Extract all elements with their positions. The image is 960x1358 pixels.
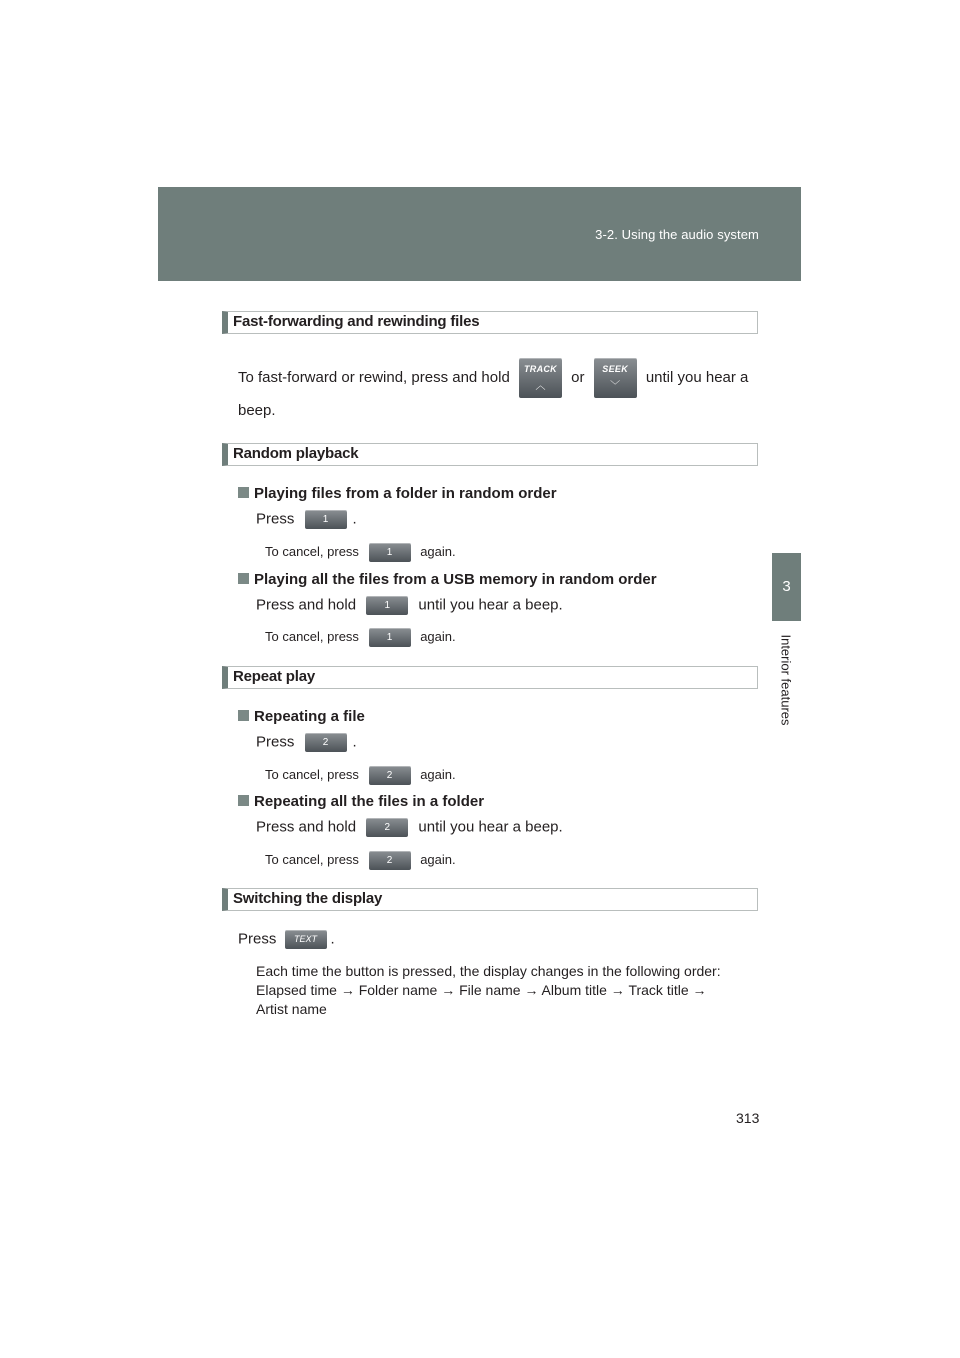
text-segment: To cancel, press <box>265 628 359 644</box>
text-button: TEXT <box>285 930 327 949</box>
text-segment: To fast-forward or rewind, press and hold <box>238 368 510 386</box>
text-segment: again. <box>420 543 456 559</box>
text-segment: Press <box>238 930 277 948</box>
heading-text: Repeat play <box>233 668 315 685</box>
repeat-file-cancel <box>265 766 456 785</box>
heading-text: Fast-forwarding and rewinding files <box>233 313 480 330</box>
note-line: Elapsed time → Folder name → File name → Album title → Track title → <box>256 982 707 998</box>
square-bullet-icon <box>238 710 249 721</box>
track-up-button <box>519 358 562 398</box>
square-bullet-icon <box>238 487 249 498</box>
heading-text: Random playback <box>233 445 359 462</box>
subheading-repeat-file <box>238 708 365 725</box>
display-press <box>238 930 335 949</box>
display-order-note <box>256 962 721 1019</box>
heading-switching-display <box>222 888 758 911</box>
heading-fast-forward <box>222 311 758 334</box>
subheading-random-usb <box>238 571 657 588</box>
random-folder-press <box>256 510 357 529</box>
seek-button-label: SEEK <box>602 364 629 374</box>
heading-random-playback <box>222 443 758 466</box>
note-line: Artist name <box>256 1001 327 1017</box>
subheading-random-folder <box>238 485 557 502</box>
text-segment: or <box>571 368 585 386</box>
heading-repeat-play <box>222 666 758 689</box>
subheading-text: Playing files from a folder in random order <box>254 485 557 502</box>
chapter-tab: 3 <box>772 553 801 621</box>
track-button-label: TRACK <box>523 364 557 374</box>
ff-instruction-line-2: beep. <box>238 402 276 419</box>
random-folder-cancel <box>265 543 456 562</box>
text-segment: . <box>352 510 357 528</box>
note-line: Each time the button is pressed, the display changes in the following order: <box>256 963 721 979</box>
text-segment: Press and hold <box>256 818 357 836</box>
square-bullet-icon <box>238 795 249 806</box>
preset-2-button: 2 <box>366 818 408 837</box>
page-number: 313 <box>736 1110 760 1126</box>
text-segment: Press <box>256 510 295 528</box>
random-usb-cancel <box>265 628 456 647</box>
seek-down-button <box>594 358 637 398</box>
text-segment: To cancel, press <box>265 851 359 867</box>
preset-1-button: 1 <box>366 596 408 615</box>
text-segment: . <box>352 733 357 751</box>
repeat-file-press <box>256 733 357 752</box>
chevron-down-icon: ﹀ <box>610 381 621 392</box>
text-segment: again. <box>420 851 456 867</box>
subheading-text: Repeating a file <box>254 708 365 725</box>
preset-2-button: 2 <box>369 766 411 785</box>
chapter-label: Interior features <box>778 634 794 726</box>
text-segment: again. <box>420 766 456 782</box>
preset-1-button: 1 <box>369 628 411 647</box>
section-title: 3-2. Using the audio system <box>595 227 759 242</box>
text-segment: until you hear a beep. <box>418 596 563 614</box>
preset-1-button: 1 <box>305 510 347 529</box>
preset-2-button: 2 <box>369 851 411 870</box>
square-bullet-icon <box>238 573 249 584</box>
text-segment: Press and hold <box>256 596 357 614</box>
preset-2-button: 2 <box>305 733 347 752</box>
subheading-text: Repeating all the files in a folder <box>254 793 485 810</box>
header-bar <box>158 187 801 281</box>
text-segment: To cancel, press <box>265 766 359 782</box>
repeat-folder-press <box>256 818 563 837</box>
preset-1-button: 1 <box>369 543 411 562</box>
subheading-text: Playing all the files from a USB memory in random order <box>254 571 657 588</box>
random-usb-press <box>256 596 563 615</box>
chevron-up-icon: ︿ <box>535 381 546 392</box>
ff-instruction-line <box>238 358 748 398</box>
text-segment: again. <box>420 628 456 644</box>
text-segment: until you hear a <box>645 368 749 386</box>
text-segment: Press <box>256 733 295 751</box>
text-segment: . <box>330 930 335 948</box>
repeat-folder-cancel <box>265 851 456 870</box>
text-segment: until you hear a beep. <box>418 818 563 836</box>
heading-text: Switching the display <box>233 890 383 907</box>
subheading-repeat-folder <box>238 793 484 810</box>
text-segment: To cancel, press <box>265 543 359 559</box>
